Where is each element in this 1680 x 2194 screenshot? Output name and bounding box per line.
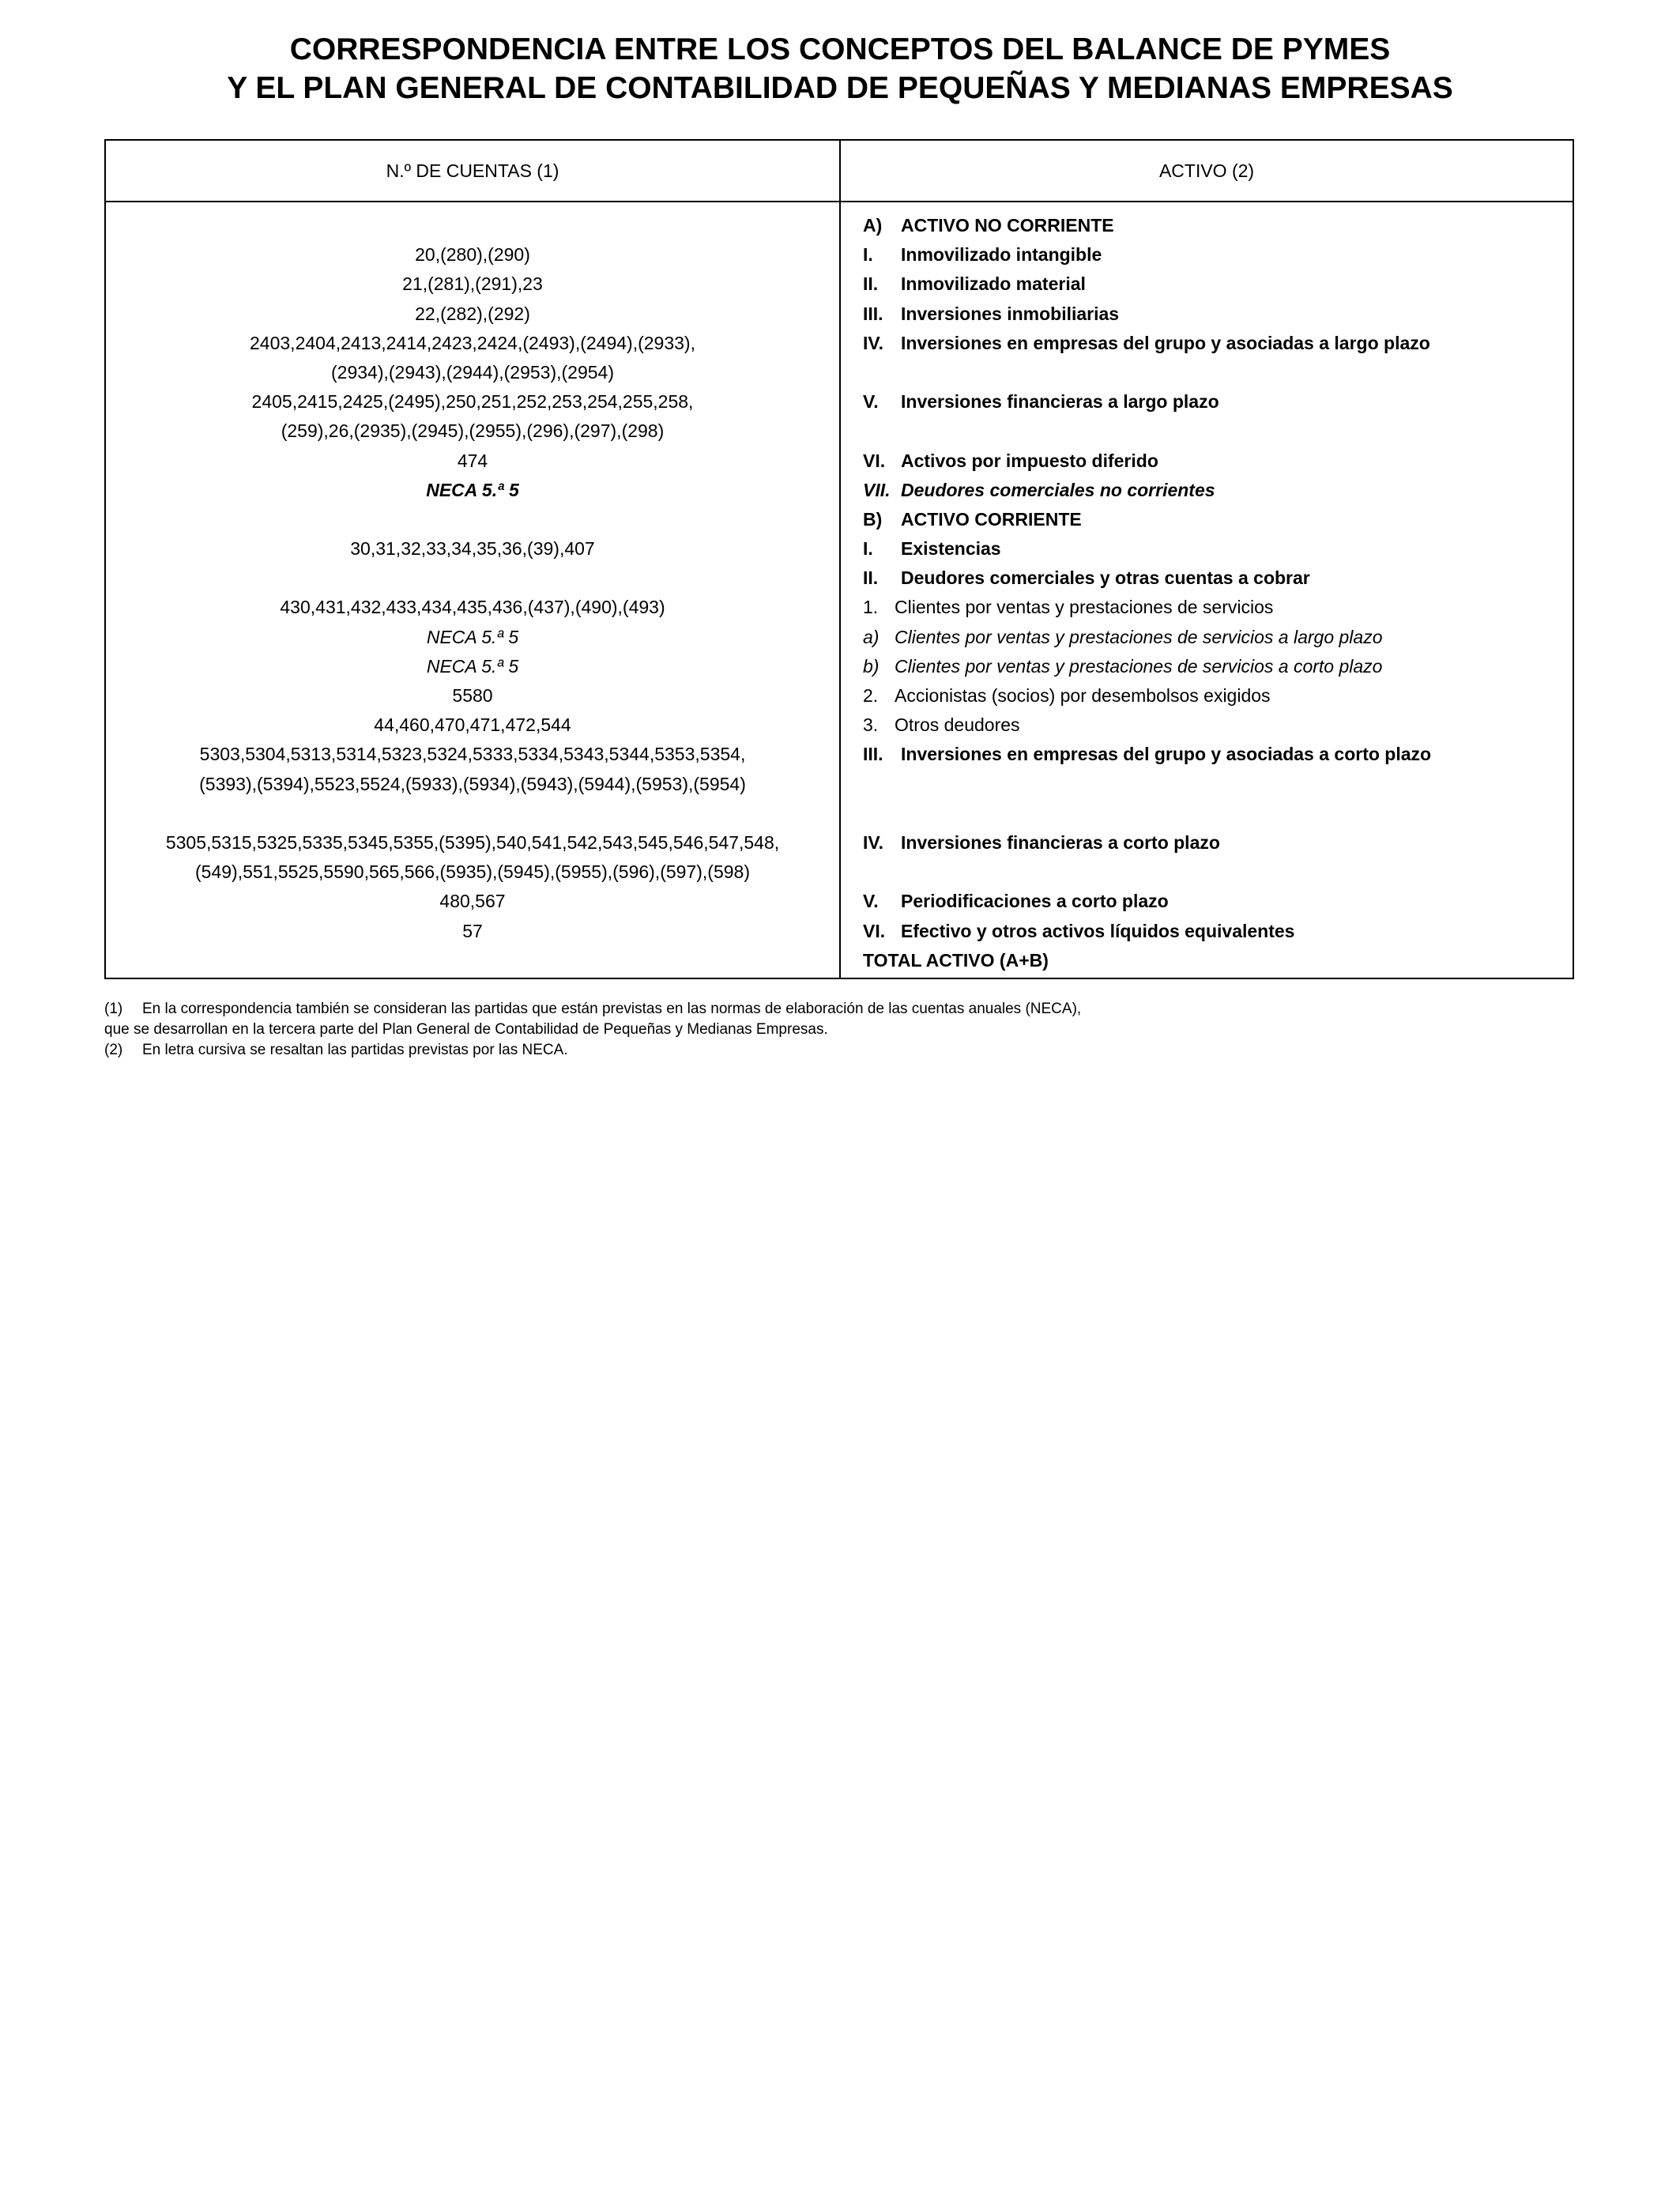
asset-item-number: IV.: [863, 831, 884, 853]
table-row: [106, 417, 1573, 446]
table-row: [106, 211, 1573, 240]
asset-item: [863, 564, 1566, 593]
asset-item-label: Activos por impuesto diferido: [901, 450, 1158, 471]
table-body: [106, 211, 1573, 975]
header-divider: [106, 201, 1573, 202]
table-row: [106, 240, 1573, 270]
asset-item: [863, 593, 1566, 622]
table-row: [106, 770, 1573, 799]
account-numbers: 22,(282),(292): [415, 303, 530, 324]
table-row: [106, 711, 1573, 740]
account-numbers: NECA 5.ª 5: [426, 626, 519, 647]
asset-item-label: Clientes por ventas y prestaciones de servicios a largo plazo: [895, 626, 1383, 647]
account-numbers: 430,431,432,433,434,435,436,(437),(490),(493): [280, 597, 665, 618]
asset-item: [863, 887, 1566, 916]
footnote-text: En la correspondencia también se consideran las partidas que están previstas en las normas de elaboración de las cuentas anuales (NECA),: [142, 1001, 1082, 1017]
asset-item: [863, 447, 1566, 476]
asset-item-label: Deudores comerciales y otras cuentas a cobrar: [901, 567, 1310, 589]
header-accounts: N.º DE CUENTAS (1): [386, 160, 559, 181]
asset-item-label: Inmovilizado intangible: [901, 244, 1102, 266]
asset-item: [863, 623, 1566, 652]
asset-item: [863, 476, 1566, 505]
asset-item: [863, 828, 1566, 858]
table-row: [106, 828, 1573, 858]
asset-item-number: III.: [863, 744, 883, 765]
table-row: [106, 564, 1573, 593]
asset-item-label: Deudores comerciales no corrientes: [901, 479, 1215, 500]
asset-item-number: II.: [863, 567, 879, 589]
asset-item: [863, 917, 1566, 946]
table-row: [106, 623, 1573, 652]
account-numbers: 5580: [452, 685, 493, 706]
asset-item-label: Clientes por ventas y prestaciones de servicios: [895, 597, 1274, 618]
asset-item-label: Inversiones en empresas del grupo y asociadas a corto plazo: [901, 744, 1432, 765]
asset-item-number: VI.: [863, 450, 886, 471]
asset-item-number: V.: [863, 891, 879, 912]
asset-item: [863, 652, 1566, 681]
asset-item-label: Inversiones financieras a largo plazo: [901, 391, 1219, 413]
asset-item: [863, 946, 1566, 975]
footnote-number: (2): [104, 1042, 123, 1058]
asset-item-number: I.: [863, 244, 873, 266]
asset-item-label: Clientes por ventas y prestaciones de servicios a corto plazo: [895, 655, 1383, 677]
table-row: [106, 917, 1573, 946]
asset-item-number: 3.: [863, 714, 879, 736]
table-row: [106, 652, 1573, 681]
asset-item: [863, 270, 1566, 299]
asset-item-label: Efectivo y otros activos líquidos equivalentes: [901, 920, 1295, 941]
asset-item-number: III.: [863, 303, 883, 324]
account-numbers: 30,31,32,33,34,35,36,(39),407: [350, 538, 595, 560]
footnote-line: [104, 1040, 1574, 1061]
asset-item-label: Inmovilizado material: [901, 273, 1086, 295]
asset-item: [863, 240, 1566, 270]
table-row: [106, 329, 1573, 358]
account-numbers: (5393),(5394),5523,5524,(5933),(5934),(5943),(5944),(5953),(5954): [199, 773, 746, 794]
asset-item-label: ACTIVO NO CORRIENTE: [901, 215, 1114, 236]
account-numbers: 21,(281),(291),23: [402, 273, 543, 295]
asset-item-label: Otros deudores: [895, 714, 1020, 736]
asset-item-number: b): [863, 655, 880, 677]
account-numbers: 2405,2415,2425,(2495),250,251,252,253,254,255,258,: [251, 391, 694, 413]
table-row: [106, 358, 1573, 387]
asset-item-number: 1.: [863, 597, 879, 618]
asset-item-number: V.: [863, 391, 879, 413]
title-line-2: Y EL PLAN GENERAL DE CONTABILIDAD DE PEQUEÑAS Y MEDIANAS EMPRESAS: [227, 71, 1453, 105]
account-numbers: 44,460,470,471,472,544: [374, 714, 571, 736]
table-row: [106, 505, 1573, 534]
footnote-text: que se desarrollan en la tercera parte del Plan General de Contabilidad de Pequeñas y Medianas Empresas.: [104, 1021, 828, 1038]
header-assets: ACTIVO (2): [1158, 160, 1255, 181]
asset-item: [863, 505, 1566, 534]
account-numbers: (549),551,5525,5590,565,566,(5935),(5945),(5955),(596),(597),(598): [195, 861, 750, 883]
asset-item-label: ACTIVO CORRIENTE: [901, 508, 1082, 530]
account-numbers: 5305,5315,5325,5335,5345,5355,(5395),540,541,542,543,545,546,547,548,: [165, 831, 780, 853]
account-numbers: 20,(280),(290): [415, 244, 530, 266]
table-row: [106, 300, 1573, 329]
correspondence-table: [104, 139, 1574, 979]
asset-item: [863, 534, 1566, 564]
asset-item-number: A): [863, 215, 883, 236]
asset-item-label: Existencias: [901, 538, 1001, 560]
table-row: [106, 476, 1573, 505]
account-numbers: 2403,2404,2413,2414,2423,2424,(2493),(2494),(2933),: [250, 332, 695, 353]
account-numbers: (2934),(2943),(2944),(2953),(2954): [331, 361, 614, 383]
account-numbers: 480,567: [439, 891, 506, 912]
asset-item: [863, 711, 1566, 740]
table-row: [106, 534, 1573, 564]
table-row: [106, 799, 1573, 828]
asset-item: [863, 740, 1566, 769]
asset-item: [863, 387, 1566, 417]
table-row: [106, 858, 1573, 887]
table-row: [106, 593, 1573, 622]
account-numbers: 57: [462, 920, 483, 941]
footnote-number: (1): [104, 1001, 123, 1017]
table-row: [106, 447, 1573, 476]
table-row: [106, 387, 1573, 417]
asset-item: [863, 211, 1566, 240]
asset-item-number: B): [863, 508, 883, 530]
table-row: [106, 887, 1573, 916]
account-numbers: (259),26,(2935),(2945),(2955),(296),(297),(298): [281, 420, 665, 442]
asset-item-label: TOTAL ACTIVO (A+B): [863, 949, 1049, 971]
asset-item-number: 2.: [863, 685, 879, 706]
account-numbers: NECA 5.ª 5: [426, 479, 519, 500]
asset-item-label: Accionistas (socios) por desembolsos exigidos: [895, 685, 1271, 706]
footnotes: [104, 999, 1574, 1061]
account-numbers: 474: [457, 450, 488, 471]
asset-item-number: a): [863, 626, 880, 647]
asset-item-number: VII.: [863, 479, 891, 500]
footnote-line: [104, 999, 1574, 1020]
asset-item-label: Inversiones inmobiliarias: [901, 303, 1120, 324]
asset-item-number: II.: [863, 273, 879, 295]
table-row: [106, 681, 1573, 711]
asset-item-label: Inversiones en empresas del grupo y asociadas a largo plazo: [901, 332, 1430, 353]
footnote-line: [104, 1020, 1574, 1040]
table-row: [106, 946, 1573, 975]
account-numbers: NECA 5.ª 5: [426, 655, 519, 677]
asset-item: [863, 329, 1566, 358]
footnote-text: En letra cursiva se resaltan las partidas previstas por las NECA.: [142, 1042, 568, 1058]
asset-item-number: VI.: [863, 920, 886, 941]
asset-item-number: I.: [863, 538, 873, 560]
table-row: [106, 740, 1573, 769]
title-line-1: CORRESPONDENCIA ENTRE LOS CONCEPTOS DEL BALANCE DE PYMES: [289, 32, 1391, 66]
page-title: [0, 30, 1680, 107]
asset-item-number: IV.: [863, 332, 884, 353]
asset-item-label: Inversiones financieras a corto plazo: [901, 831, 1220, 853]
asset-item-label: Periodificaciones a corto plazo: [901, 891, 1169, 912]
account-numbers: 5303,5304,5313,5314,5323,5324,5333,5334,5343,5344,5353,5354,: [199, 744, 746, 765]
asset-item: [863, 300, 1566, 329]
asset-item: [863, 681, 1566, 711]
table-row: [106, 270, 1573, 299]
